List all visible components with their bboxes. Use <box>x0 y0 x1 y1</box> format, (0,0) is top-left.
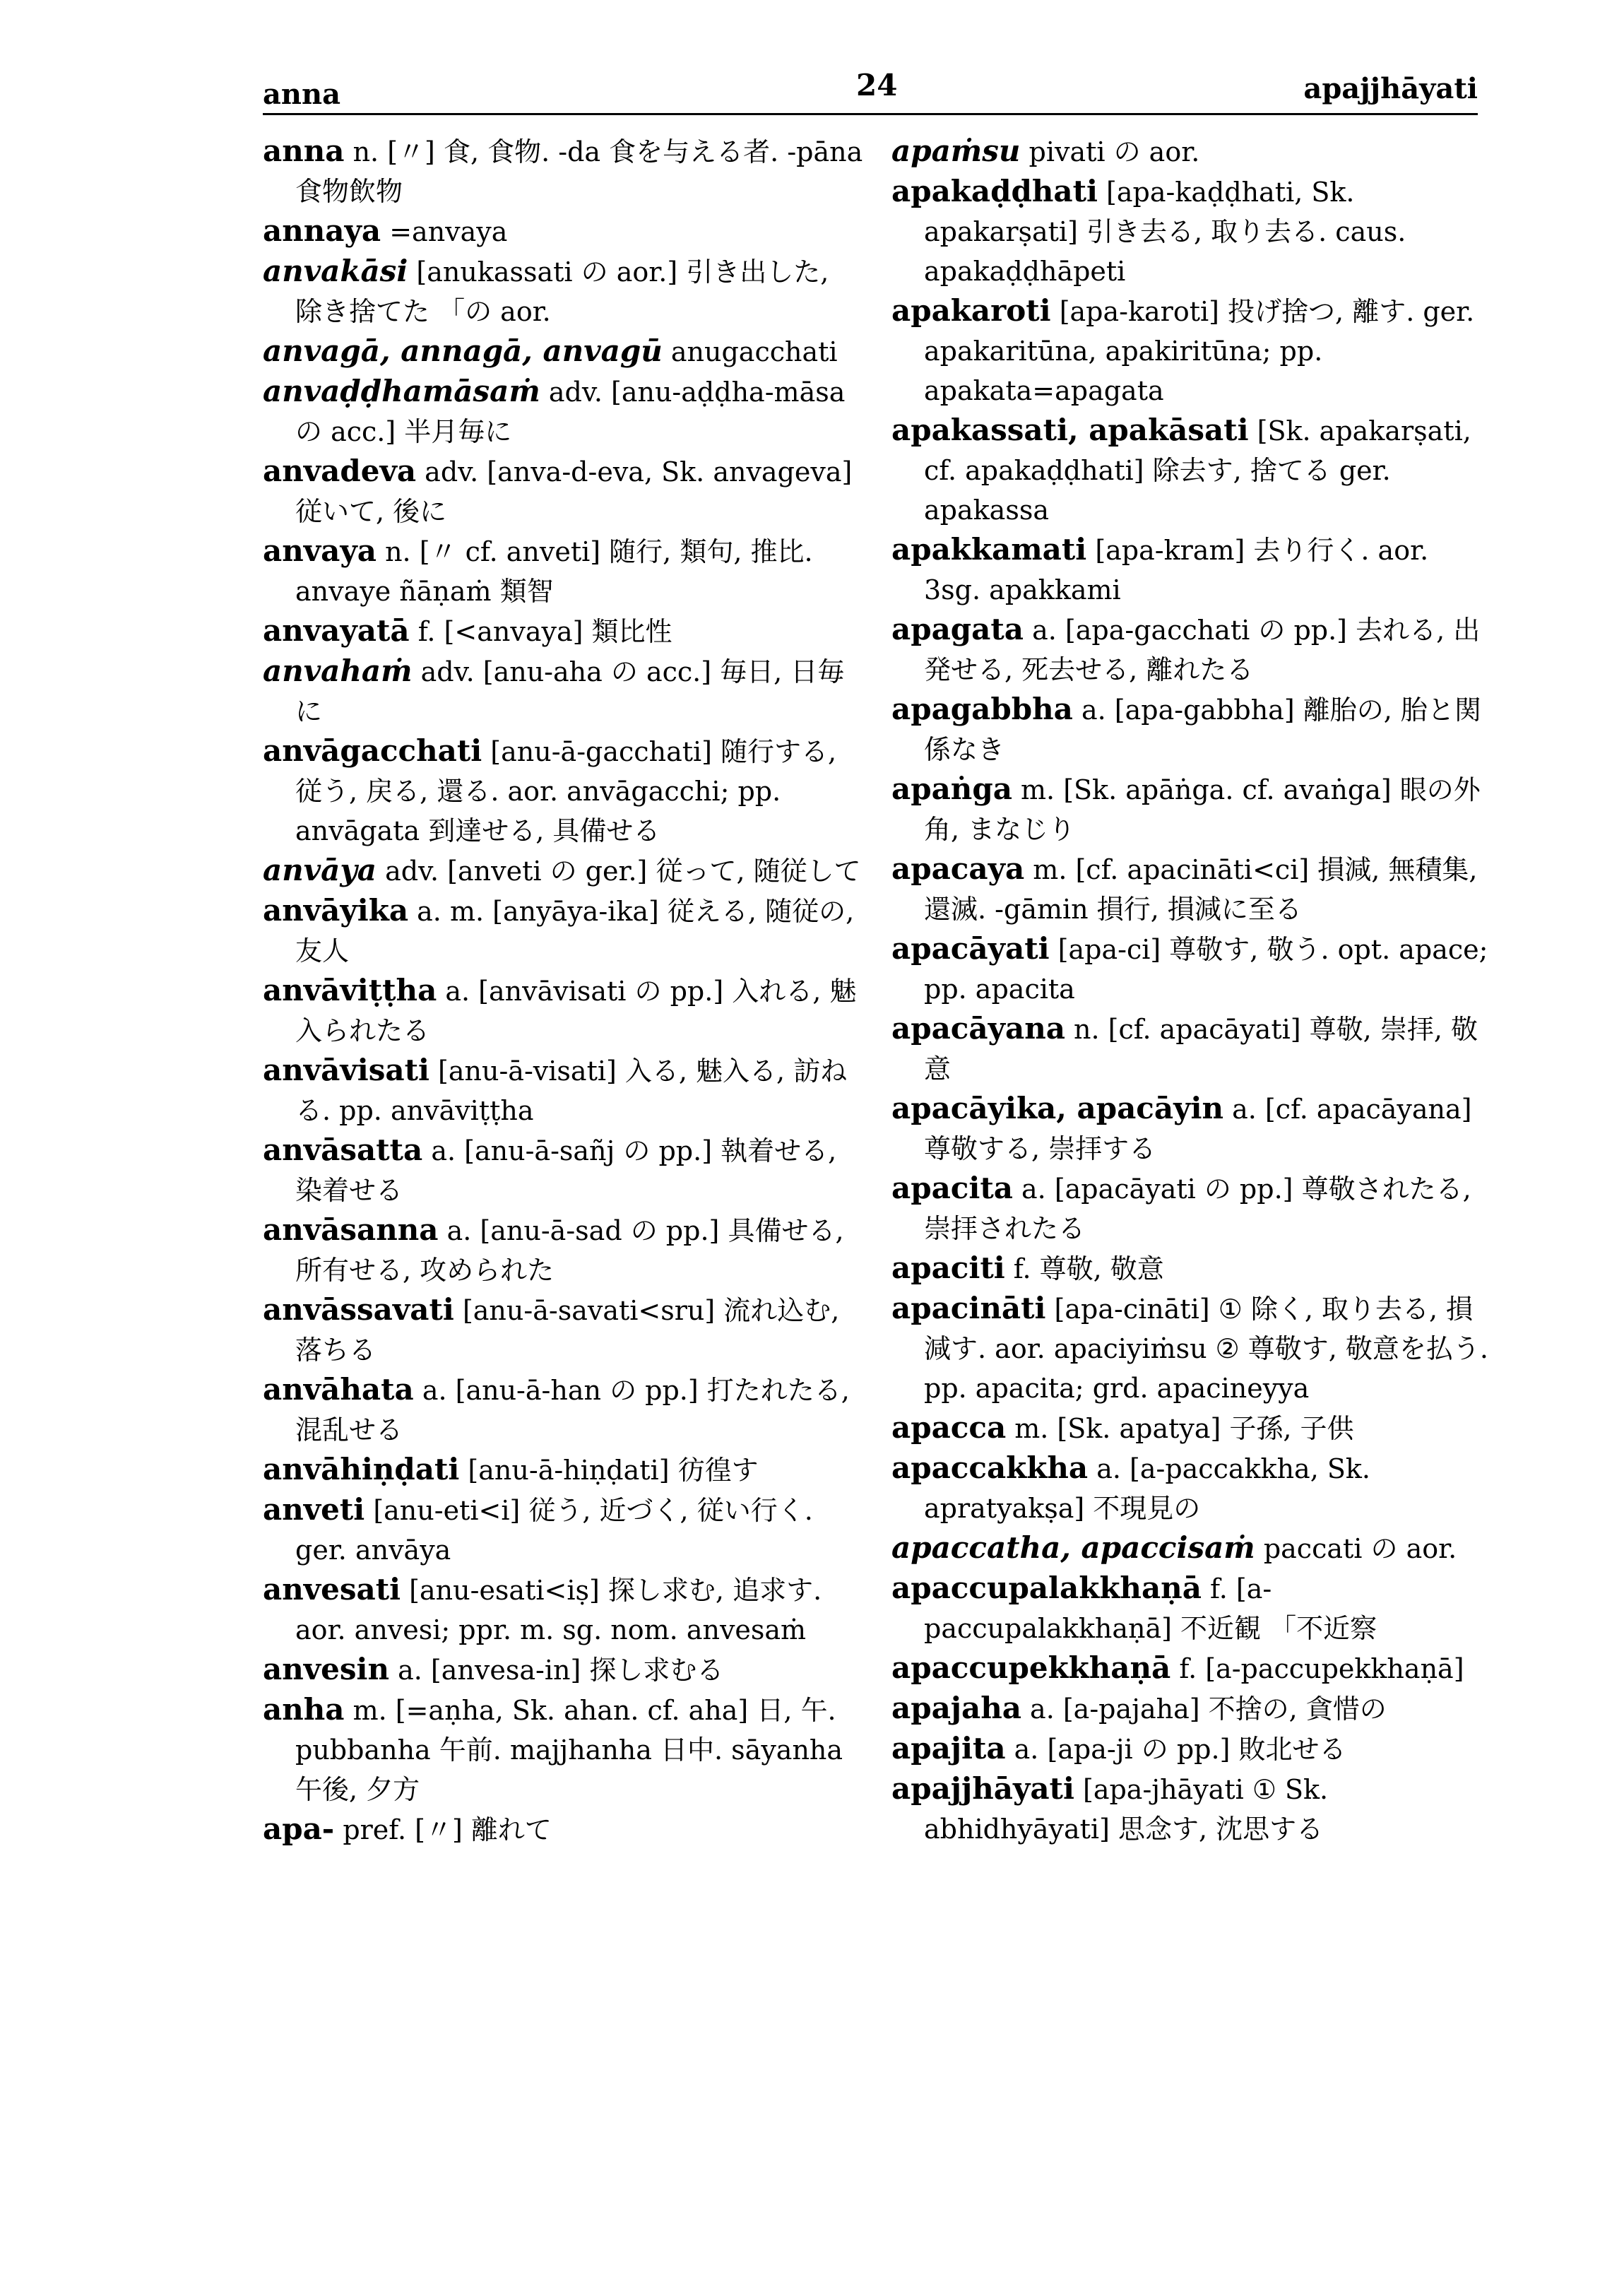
entry-definition: m. [cf. apacināti<ci] 損減, 無積集, 還滅. -gāmin 損行, 損減に至る <box>924 854 1478 925</box>
dictionary-entry <box>263 971 863 1051</box>
entry-headword: anna <box>263 134 345 168</box>
right-column <box>891 131 1492 1849</box>
dictionary-entry <box>263 1370 863 1450</box>
entry-headword: apajjhāyati <box>891 1771 1074 1806</box>
entry-definition: f. [<anvaya] 類比性 <box>409 616 672 647</box>
dictionary-entry <box>891 610 1492 690</box>
dictionary-entry <box>891 849 1492 929</box>
entry-headword: apaccupekkhaṇā <box>891 1650 1171 1685</box>
dictionary-entry <box>263 252 863 331</box>
entry-headword: apacināti <box>891 1291 1046 1325</box>
entry-definition: [apa-kaḍḍhati, Sk. apakarṣati] 引き去る, 取り去る. caus. apakaḍḍhāpeti <box>924 177 1406 287</box>
dictionary-entry <box>891 1169 1492 1248</box>
dictionary-entry <box>263 531 863 611</box>
entry-definition: a. [apa-gabbha] 離胎の, 胎と関係なき <box>924 694 1481 765</box>
entry-headword: anvāvisati <box>263 1053 429 1087</box>
entry-definition: anugacchati <box>662 336 838 367</box>
dictionary-entry <box>263 1690 863 1809</box>
dictionary-entry <box>263 331 863 372</box>
entry-headword: anvesati <box>263 1572 401 1607</box>
entry-headword: apacaya <box>891 851 1025 886</box>
entry-definition: [anukassati の aor.] 引き出した, 除き捨てた 「の aor. <box>295 256 829 327</box>
entry-definition: m. [=aṇha, Sk. ahan. cf. aha] 日, 午. pubbanha 午前. majjhanha 日中. sāyanha 午後, 夕方 <box>295 1695 843 1805</box>
entry-definition: [anu-ā-hiṇḍati] 彷徨す <box>459 1455 759 1486</box>
dictionary-entry <box>891 1289 1492 1408</box>
entry-headword: annaya <box>263 213 381 248</box>
entry-definition: a. [anvesa-in] 探し求むる <box>389 1655 724 1686</box>
dictionary-entry <box>891 769 1492 849</box>
entry-headword: anvayatā <box>263 613 410 648</box>
entry-definition: [anu-esati<iṣ] 探し求む, 追求す. aor. anvesi; ppr. m. sg. nom. anvesaṁ <box>295 1575 822 1645</box>
entry-definition: [anu-ā-gacchati] 随行する, 従う, 戻る, 還る. aor. anvāgacchi; pp. anvāgata 到達せる, 具備せる <box>295 736 837 846</box>
dictionary-entry <box>891 410 1492 530</box>
entry-headword: anvāya <box>263 853 377 887</box>
entry-headword: apa- <box>263 1811 335 1846</box>
entry-headword: apaṁsu <box>891 134 1021 168</box>
entry-definition: paccati の aor. <box>1255 1533 1457 1564</box>
dictionary-entry <box>891 1248 1492 1289</box>
dictionary-entry <box>891 1089 1492 1169</box>
entry-definition: f. [a-paccupekkhaṇā] <box>1170 1653 1464 1684</box>
entry-definition: [anu-ā-savati<sru] 流れ込む, 落ちる <box>295 1295 840 1366</box>
entry-headword: apakkamati <box>891 532 1087 567</box>
entry-definition: adv. [anva-d-eva, Sk. anvageva] 従いて, 後に <box>295 456 853 527</box>
entry-definition: [apa-ci] 尊敬す, 敬う. opt. apace; pp. apacita <box>924 934 1488 1005</box>
left-column <box>263 131 863 1850</box>
dictionary-entry <box>263 891 863 971</box>
entry-headword: anvāviṭṭha <box>263 973 437 1007</box>
dictionary-entry <box>263 1490 863 1570</box>
header-rule <box>263 113 1478 115</box>
entry-definition: [apa-kram] 去り行く. aor. 3sg. apakkami <box>924 535 1429 605</box>
entry-headword: anvahaṁ <box>263 654 413 688</box>
entry-definition: adv. [anu-aḍḍha-māsa の acc.] 半月毎に <box>295 377 846 447</box>
entry-definition: n. [〃] 食, 食物. -da 食を与える者. -pāna 食物飲物 <box>295 136 863 207</box>
dictionary-entry <box>263 372 863 451</box>
entry-headword: apajaha <box>891 1691 1021 1725</box>
entry-headword: anvāssavati <box>263 1292 454 1327</box>
entry-definition: n. [cf. apacāyati] 尊敬, 崇拝, 敬意 <box>924 1014 1478 1084</box>
entry-definition: a. [anvāvisati の pp.] 入れる, 魅入られたる <box>295 976 857 1046</box>
dictionary-entry <box>891 172 1492 291</box>
dictionary-entry <box>263 1290 863 1370</box>
entry-definition: f. [a-paccupalakkhaṇā] 不近観 「不近察 <box>924 1573 1377 1644</box>
dictionary-entry <box>263 451 863 531</box>
entry-definition: a. [a-pajaha] 不捨の, 貪惜の <box>1021 1693 1387 1725</box>
entry-definition: [anu-ā-visati] 入る, 魅入る, 訪ねる. pp. anvāviṭṭha <box>295 1056 848 1126</box>
entry-headword: apaṅga <box>891 771 1012 806</box>
dictionary-entry <box>891 690 1492 769</box>
right-guide-word: apajjhāyati <box>1303 72 1478 105</box>
entry-definition: a. [anu-ā-sad の pp.] 具備せる, 所有せる, 攻められた <box>295 1215 844 1286</box>
dictionary-entry <box>263 851 863 891</box>
dictionary-entry <box>891 1528 1492 1568</box>
entry-definition: [apa-cināti] ① 除く, 取り去る, 損減す. aor. apaciyiṁsu ② 尊敬す, 敬意を払う. pp. apacita; grd. apacineyya <box>924 1294 1489 1404</box>
dictionary-entry <box>263 1809 863 1850</box>
dictionary-entry <box>263 1450 863 1490</box>
dictionary-entry <box>891 1769 1492 1849</box>
dictionary-entry <box>263 131 863 211</box>
entry-definition: a. [apa-gacchati の pp.] 去れる, 出発せる, 死去せる, 離れたる <box>924 615 1481 685</box>
entry-definition: adv. [anu-aha の acc.] 毎日, 日毎に <box>295 656 845 727</box>
entry-headword: anvāhata <box>263 1372 414 1407</box>
entry-headword: anvesin <box>263 1652 390 1686</box>
entry-definition: [apa-jhāyati ① Sk. abhidhyāyati] 思念す, 沈思する <box>924 1774 1329 1845</box>
entry-definition: n. [〃 cf. anveti] 随行, 類句, 推比. anvaye ñāṇaṁ 類智 <box>295 536 813 607</box>
dictionary-entry <box>891 1729 1492 1769</box>
dictionary-entry <box>891 1568 1492 1648</box>
dictionary-entry <box>263 611 863 651</box>
entry-definition: [anu-eti<i] 従う, 近づく, 従い行く. ger. anvāya <box>295 1495 813 1566</box>
dictionary-entry <box>263 1130 863 1210</box>
entry-definition: pref. [〃] 離れて <box>334 1814 552 1845</box>
entry-headword: anvaḍḍhamāsaṁ <box>263 374 540 408</box>
entry-headword: anvaya <box>263 533 377 568</box>
entry-headword: anvadeva <box>263 454 417 488</box>
dictionary-entry <box>891 1408 1492 1448</box>
entry-definition: adv. [anveti の ger.] 従って, 随従して <box>377 856 861 887</box>
entry-definition: f. 尊敬, 敬意 <box>1004 1253 1164 1284</box>
entry-definition: [Sk. apakarṣati, cf. apakaḍḍhati] 除去す, 捨てる ger. apakassa <box>924 415 1471 526</box>
dictionary-entry <box>263 1650 863 1690</box>
dictionary-entry <box>891 1448 1492 1528</box>
entry-headword: anvakāsi <box>263 254 408 288</box>
left-guide-word: anna <box>263 78 340 111</box>
dictionary-entry <box>263 1210 863 1290</box>
entry-headword: anha <box>263 1692 345 1727</box>
entry-headword: apaciti <box>891 1251 1005 1285</box>
entry-headword: apagabbha <box>891 692 1073 726</box>
dictionary-entry <box>891 291 1492 410</box>
entry-headword: apacāyika, apacāyin <box>891 1091 1223 1125</box>
entry-headword: apaccupalakkhaṇā <box>891 1571 1202 1605</box>
dictionary-entry <box>263 1570 863 1650</box>
entry-definition: m. [Sk. apatya] 子孫, 子供 <box>1006 1413 1354 1444</box>
entry-headword: anvāsanna <box>263 1212 439 1247</box>
entry-headword: apakaḍḍhati <box>891 174 1098 208</box>
dictionary-entry <box>891 131 1492 172</box>
dictionary-entry <box>891 1009 1492 1089</box>
entry-headword: apakaroti <box>891 293 1051 328</box>
entry-headword: apajita <box>891 1731 1006 1766</box>
dictionary-entry <box>263 211 863 252</box>
entry-definition: a. [apacāyati の pp.] 尊敬されたる, 崇拝されたる <box>924 1173 1471 1244</box>
entry-headword: apakassati, apakāsati <box>891 413 1249 447</box>
dictionary-entry <box>263 651 863 731</box>
entry-headword: apagata <box>891 612 1024 646</box>
entry-headword: anvāgacchati <box>263 733 482 768</box>
entry-definition: [apa-karoti] 投げ捨つ, 離す. ger. apakaritūna, apakiritūna; pp. apakata=apagata <box>924 296 1475 406</box>
page-number: 24 <box>856 68 898 102</box>
entry-definition: a. m. [anyāya-ika] 従える, 随従の, 友人 <box>295 896 855 966</box>
entry-definition: a. [cf. apacāyana] 尊敬する, 崇拝する <box>924 1094 1472 1164</box>
entry-headword: apacita <box>891 1171 1013 1205</box>
entry-headword: apacca <box>891 1410 1007 1445</box>
entry-definition: a. [anu-ā-sañj の pp.] 執着せる, 染着せる <box>295 1135 837 1206</box>
entry-definition: a. [apa-ji の pp.] 敗北せる <box>1005 1734 1346 1765</box>
dictionary-entry <box>891 1648 1492 1689</box>
dictionary-entry <box>891 1689 1492 1729</box>
entry-headword: anvāyika <box>263 893 409 928</box>
entry-headword: anveti <box>263 1492 365 1527</box>
entry-headword: apacāyana <box>891 1011 1065 1046</box>
entry-headword: apaccatha, apaccisaṁ <box>891 1530 1255 1565</box>
dictionary-entry <box>891 929 1492 1009</box>
entry-definition: pivati の aor. <box>1020 136 1200 167</box>
entry-headword: anvāsatta <box>263 1133 423 1167</box>
dictionary-entry <box>891 530 1492 610</box>
entry-definition: m. [Sk. apāṅga. cf. avaṅga] 眼の外角, まなじり <box>924 774 1481 845</box>
entry-headword: apaccakkha <box>891 1450 1089 1485</box>
dictionary-entry <box>263 731 863 851</box>
entry-definition: a. [a-paccakkha, Sk. apratyakṣa] 不現見の <box>924 1453 1370 1524</box>
page-header <box>263 62 1478 112</box>
entry-headword: anvagā, annagā, anvagū <box>263 333 663 368</box>
entry-definition: a. [anu-ā-han の pp.] 打たれたる, 混乱せる <box>295 1375 850 1445</box>
entry-headword: anvāhiṇḍati <box>263 1452 460 1486</box>
entry-definition: =anvaya <box>381 216 508 247</box>
dictionary-entry <box>263 1051 863 1130</box>
entry-headword: apacāyati <box>891 931 1050 966</box>
